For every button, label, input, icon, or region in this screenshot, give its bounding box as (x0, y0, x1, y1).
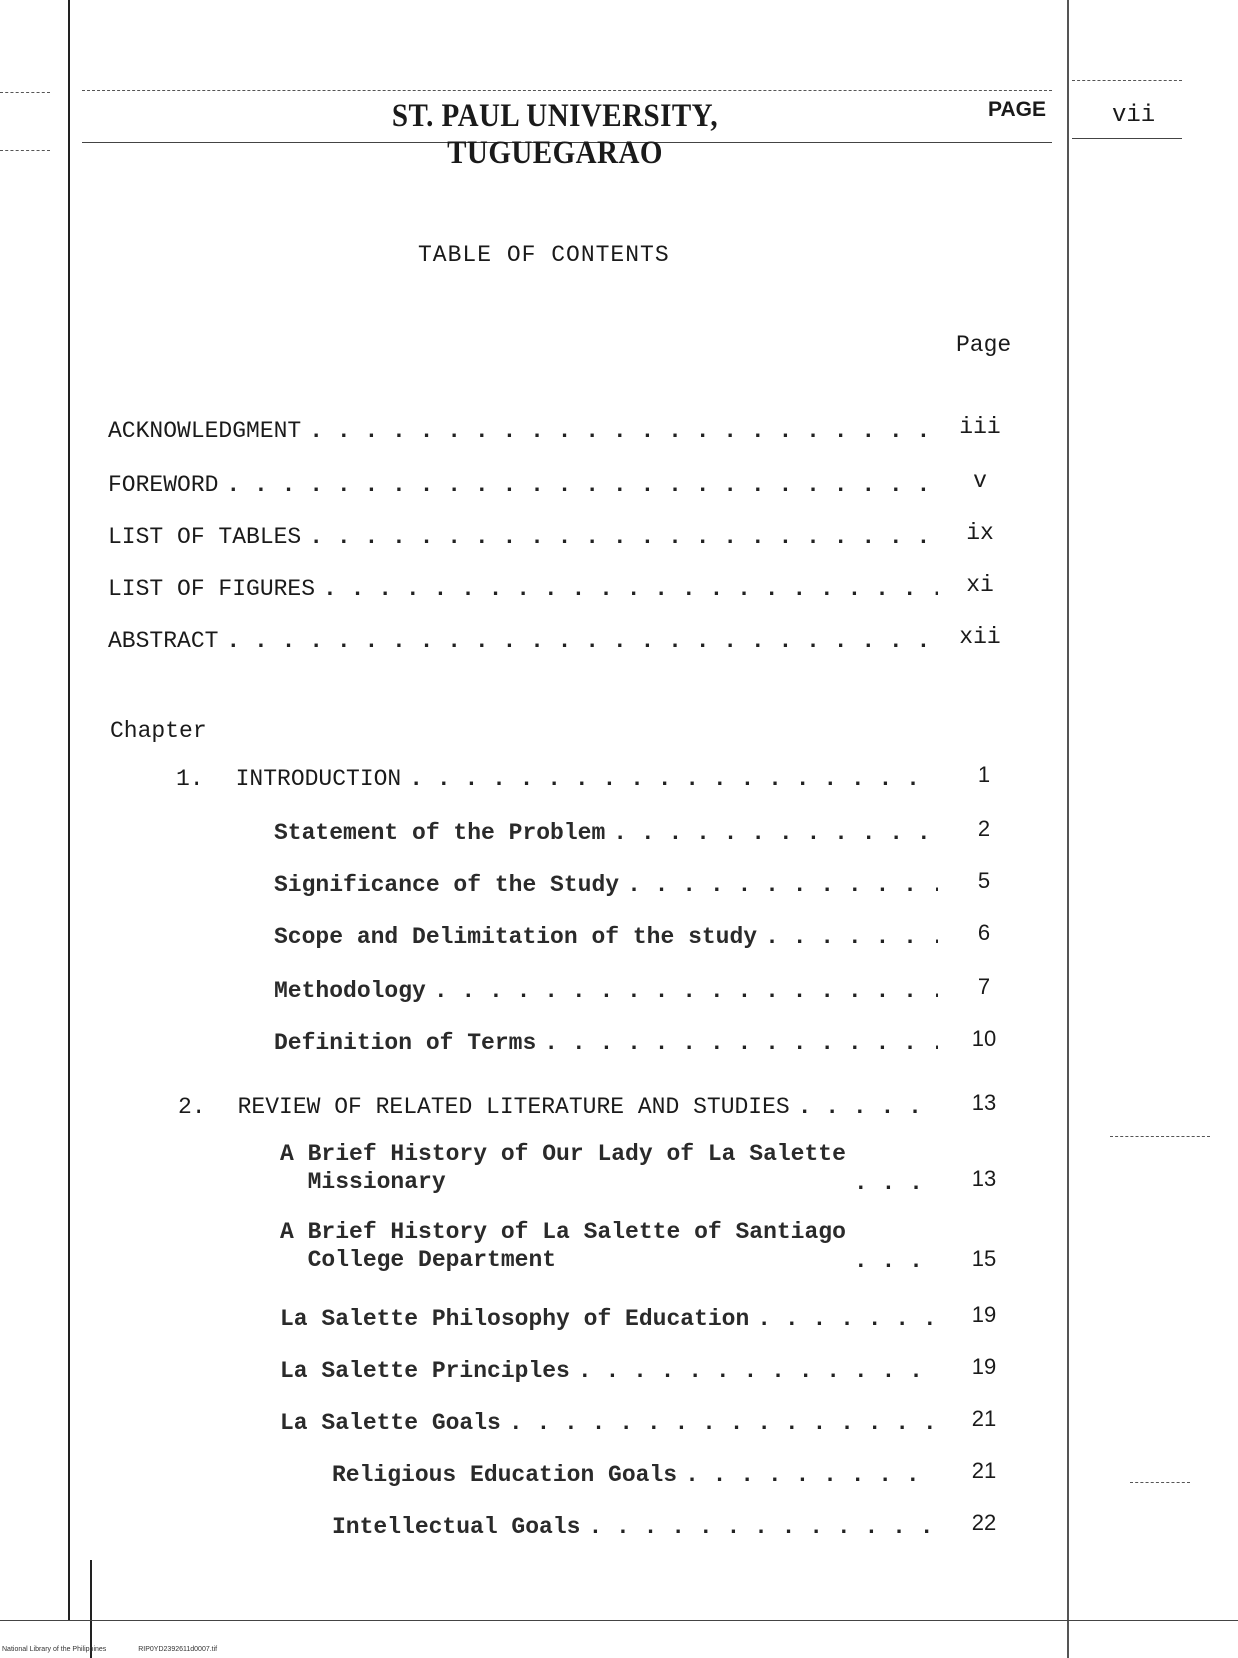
university-header: ST. PAUL UNIVERSITY, TUGUEGARAO (391, 98, 719, 171)
dot-leader (765, 924, 938, 950)
dot-leader (434, 978, 938, 1004)
section-label (280, 1218, 846, 1274)
footer-rule (0, 1620, 1238, 1621)
chapter-page: 1 (977, 762, 991, 787)
section-label: La Salette Principles (280, 1358, 570, 1384)
toc-entry-label: ACKNOWLEDGMENT (108, 418, 302, 444)
toc-section (274, 1030, 938, 1056)
subsection-label: Intellectual Goals (332, 1514, 581, 1540)
section-label: Significance of the Study (274, 872, 620, 898)
section-label: Definition of Terms (274, 1030, 537, 1056)
dot-leader (226, 472, 938, 498)
toc-entry-list-of-figures (108, 576, 938, 602)
right-edge-dash-2 (1130, 1482, 1190, 1483)
section-label: Methodology (274, 978, 426, 1004)
toc-entry-label: ABSTRACT (108, 628, 219, 654)
toc-chapter-2 (178, 1094, 938, 1120)
section-label: Scope and Delimitation of the study (274, 924, 758, 950)
dot-leader (409, 766, 938, 792)
dot-leader (578, 1358, 938, 1384)
dot-leader (309, 524, 938, 550)
dot-leader (323, 576, 938, 602)
section-page: 13 (971, 1166, 997, 1191)
left-binding-line (90, 1560, 92, 1658)
toc-entry-label: LIST OF FIGURES (108, 576, 316, 602)
dot-leader (757, 1306, 938, 1332)
toc-entry-page: ix (966, 520, 994, 546)
dot-leader (226, 628, 938, 654)
section-label: La Salette Philosophy of Education (280, 1306, 750, 1332)
dot-leader (509, 1410, 938, 1436)
dot-leader (854, 1170, 938, 1196)
toc-section (274, 978, 938, 1004)
subsection-page: 22 (971, 1510, 997, 1535)
toc-subsection (332, 1462, 938, 1488)
section-page: 19 (971, 1302, 997, 1327)
toc-entry-foreword (108, 472, 938, 498)
dot-leader (309, 418, 938, 444)
toc-section (280, 1218, 938, 1274)
toc-entry-page: iii (959, 414, 1001, 440)
toc-entry-acknowledgment (108, 418, 938, 444)
toc-entry-page: v (973, 468, 987, 494)
section-label: La Salette Goals (280, 1410, 501, 1436)
chapter-label: Chapter (110, 718, 207, 744)
toc-section (274, 872, 938, 898)
section-page: 19 (971, 1354, 997, 1379)
subsection-label: Religious Education Goals (332, 1462, 678, 1488)
footer-library: National Library of the Philippines (2, 1646, 107, 1653)
section-page: 5 (977, 868, 991, 893)
toc-section (280, 1306, 938, 1332)
toc-chapter-1 (176, 766, 938, 792)
section-label: Statement of the Problem (274, 820, 606, 846)
dot-leader (854, 1248, 938, 1274)
left-edge-dash-2 (0, 150, 50, 151)
toc-section (274, 924, 938, 950)
toc-entry-page: xii (959, 624, 1001, 650)
chapter-number: 2. (178, 1094, 206, 1120)
chapter-page: 13 (971, 1090, 997, 1115)
right-edge-dash (1110, 1136, 1210, 1137)
section-page: 15 (971, 1246, 997, 1271)
header-page-label: PAGE (988, 98, 1046, 121)
chapter-title: INTRODUCTION (235, 766, 402, 792)
toc-entry-page: xi (966, 572, 994, 598)
dot-leader (798, 1094, 938, 1120)
footer-file-id: RIP0YD2392611d0007.tif (138, 1646, 218, 1653)
toc-entry-label: FOREWORD (108, 472, 219, 498)
chapter-number: 1. (176, 766, 204, 792)
section-page: 7 (977, 974, 991, 999)
scan-footer (2, 1646, 247, 1653)
section-label-line1: A Brief History of Our Lady of La Salette (280, 1141, 846, 1167)
chapter-title: REVIEW OF RELATED LITERATURE AND STUDIES (237, 1094, 790, 1120)
section-page: 2 (977, 816, 991, 841)
header-top-rule (82, 90, 1052, 91)
section-label-line2: Missionary (307, 1169, 446, 1195)
section-label (280, 1140, 846, 1196)
section-page: 10 (971, 1026, 997, 1051)
toc-section (274, 820, 938, 846)
subsection-page: 21 (971, 1458, 997, 1483)
toc-entry-abstract (108, 628, 938, 654)
header-right-underline (1072, 138, 1182, 139)
dot-leader (685, 1462, 938, 1488)
toc-section (280, 1358, 938, 1384)
toc-title: TABLE OF CONTENTS (418, 242, 670, 268)
toc-entry-list-of-tables (108, 524, 938, 550)
right-margin-line (1067, 0, 1069, 1658)
left-margin-line (68, 0, 70, 1620)
toc-subsection (332, 1514, 938, 1540)
dot-leader (627, 872, 938, 898)
section-label-line1: A Brief History of La Salette of Santiago (280, 1219, 846, 1245)
left-edge-dash (0, 92, 50, 93)
dot-leader (588, 1514, 938, 1540)
dot-leader (544, 1030, 938, 1056)
header-page-number: vii (1112, 102, 1156, 129)
section-page: 21 (971, 1406, 997, 1431)
toc-section (280, 1140, 938, 1196)
page-column-label: Page (956, 332, 1012, 358)
toc-section (280, 1410, 938, 1436)
section-page: 6 (977, 920, 991, 945)
header-right-rule (1072, 80, 1182, 81)
section-label-line2: College Department (307, 1247, 557, 1273)
dot-leader (613, 820, 938, 846)
toc-entry-label: LIST OF TABLES (108, 524, 302, 550)
